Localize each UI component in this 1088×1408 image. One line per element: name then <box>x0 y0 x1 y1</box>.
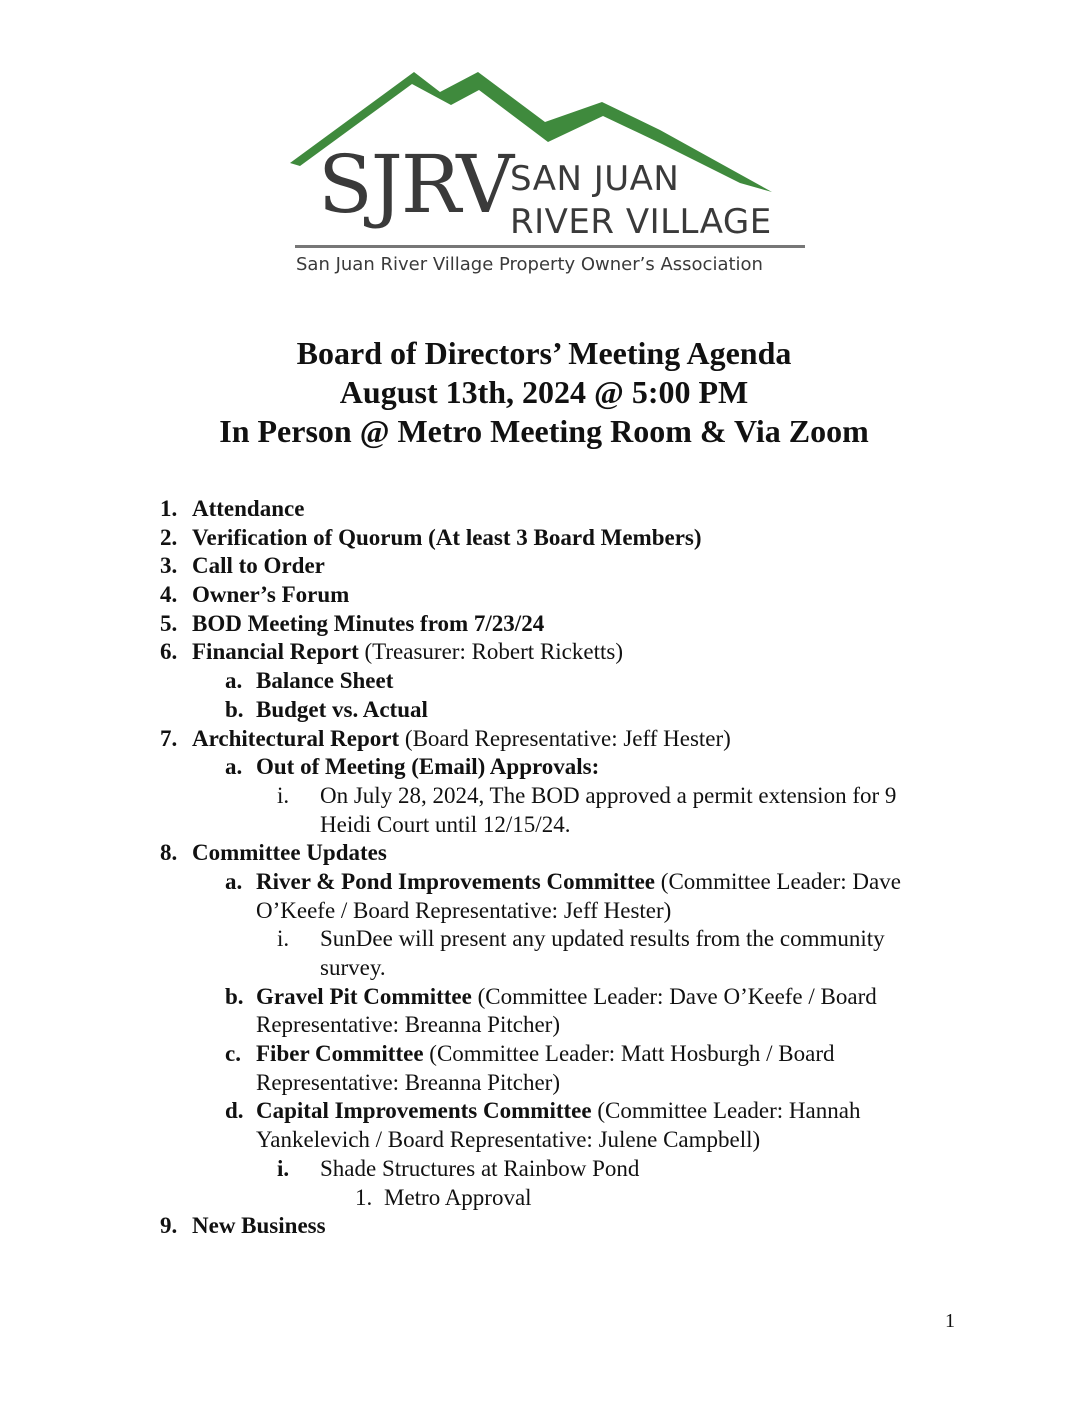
logo-divider <box>295 245 805 248</box>
item-detail-line2: Representative: Breanna Pitcher) <box>256 1012 560 1038</box>
agenda-subitem-river-pond <box>0 868 1088 897</box>
item-number: c. <box>225 1041 241 1067</box>
item-number: 1. <box>160 496 178 521</box>
item-detail-line2: Yankelevich / Board Representative: Julene Campbell) <box>256 1127 761 1153</box>
item-label: Metro Approval <box>384 1184 532 1210</box>
item-detail: (Committee Leader: Hannah <box>591 1098 861 1124</box>
agenda-subitem-fiber <box>0 1040 1088 1069</box>
document-title <box>0 334 1088 451</box>
agenda-subsubitem-permit-extension-cont <box>0 811 1088 840</box>
item-label: Gravel Pit Committee <box>256 983 472 1009</box>
agenda-subitem-email-approvals <box>0 753 1088 782</box>
item-number: a. <box>225 868 243 894</box>
title-line-1: Board of Directors’ Meeting Agenda <box>296 335 792 371</box>
agenda-subitem-river-pond-cont <box>0 897 1088 926</box>
agenda-item-committee-updates <box>0 839 1088 868</box>
item-number: d. <box>225 1098 244 1124</box>
agenda-item-architectural-report <box>0 725 1088 754</box>
item-detail-line2: O’Keefe / Board Representative: Jeff Hester) <box>256 897 672 923</box>
item-number: 7. <box>160 725 178 751</box>
item-number: 5. <box>160 610 178 636</box>
item-text-line2: Heidi Court until 12/15/24. <box>320 811 571 837</box>
agenda-item-financial-report <box>0 638 1088 667</box>
item-label: Call to Order <box>192 553 325 579</box>
agenda-subsubitem-shade-structures <box>0 1155 1088 1184</box>
agenda-subitem-capital-improvements <box>0 1097 1088 1126</box>
agenda-item-new-business <box>0 1212 1088 1241</box>
agenda-item-quorum <box>0 524 1088 553</box>
item-detail: (Board Representative: Jeff Hester) <box>399 725 731 751</box>
item-number: 3. <box>160 553 178 579</box>
item-detail-line2: Representative: Breanna Pitcher) <box>256 1069 560 1095</box>
item-detail: (Committee Leader: Dave <box>655 868 901 894</box>
item-label: Owner’s Forum <box>192 582 350 608</box>
item-detail: (Treasurer: Robert Ricketts) <box>358 639 623 665</box>
item-label: Committee Updates <box>192 840 387 866</box>
agenda-subitem-fiber-cont <box>0 1069 1088 1098</box>
item-label: Out of Meeting (Email) Approvals: <box>256 754 600 780</box>
item-label: Financial Report <box>192 639 359 665</box>
agenda-item-minutes <box>0 610 1088 639</box>
title-line-3: In Person @ Metro Meeting Room & Via Zoom <box>219 413 869 449</box>
agenda-subsubitem-permit-extension <box>0 782 1088 811</box>
item-label: Shade Structures at Rainbow Pond <box>320 1155 640 1181</box>
item-label: Architectural Report <box>192 725 400 751</box>
logo-tagline: San Juan River Village Property Owner’s Association <box>296 254 763 275</box>
item-label: Verification of Quorum (At least 3 Board Members) <box>192 524 702 550</box>
item-label: Attendance <box>192 496 305 521</box>
item-label: Budget vs. Actual <box>256 696 428 722</box>
item-label: Fiber Committee <box>256 1041 424 1067</box>
agenda-item-call-to-order <box>0 552 1088 581</box>
item-label: River & Pond Improvements Committee <box>256 868 656 894</box>
agenda-subitem-budget <box>0 696 1088 725</box>
item-number: 8. <box>160 840 178 866</box>
item-text-line1: SunDee will present any updated results from the community <box>320 926 885 952</box>
item-number: i. <box>277 926 290 952</box>
item-number: a. <box>225 668 243 694</box>
page-number: 1 <box>945 1310 955 1332</box>
logo-mark: SJRV <box>318 138 513 231</box>
item-number: 4. <box>160 582 178 608</box>
agenda-level4-metro-approval <box>0 1184 1088 1213</box>
agenda-subitem-gravel-pit-cont <box>0 1011 1088 1040</box>
logo <box>0 0 1088 300</box>
item-number: 1. <box>355 1184 373 1210</box>
item-number: b. <box>225 983 244 1009</box>
agenda-list <box>0 495 1088 1241</box>
title-line-2: August 13th, 2024 @ 5:00 PM <box>339 374 749 410</box>
item-label: Balance Sheet <box>256 668 394 694</box>
item-text-line2: survey. <box>320 955 386 980</box>
agenda-subsubitem-survey-cont <box>0 954 1088 983</box>
item-number: i. <box>277 782 290 808</box>
item-text-line1: On July 28, 2024, The BOD approved a permit extension for 9 <box>320 782 897 808</box>
agenda-subsubitem-survey <box>0 925 1088 954</box>
item-number: i. <box>277 1155 290 1181</box>
item-label: BOD Meeting Minutes from 7/23/24 <box>192 610 545 636</box>
item-number: 2. <box>160 524 178 550</box>
item-number: 6. <box>160 639 178 665</box>
agenda-subitem-gravel-pit <box>0 983 1088 1012</box>
logo-name-line2: RIVER VILLAGE <box>510 202 772 242</box>
logo-name-line1: SAN JUAN <box>510 159 680 199</box>
item-label: New Business <box>192 1213 326 1239</box>
agenda-subitem-balance-sheet <box>0 667 1088 696</box>
item-label: Capital Improvements Committee <box>256 1098 592 1124</box>
agenda-item-attendance <box>0 495 1088 524</box>
agenda-item-owners-forum <box>0 581 1088 610</box>
item-detail: (Committee Leader: Matt Hosburgh / Board <box>423 1041 835 1067</box>
item-number: 9. <box>160 1213 178 1239</box>
item-number: b. <box>225 696 244 722</box>
agenda-subitem-capital-improvements-cont <box>0 1126 1088 1155</box>
item-number: a. <box>225 754 243 780</box>
item-detail: (Committee Leader: Dave O’Keefe / Board <box>471 983 877 1009</box>
